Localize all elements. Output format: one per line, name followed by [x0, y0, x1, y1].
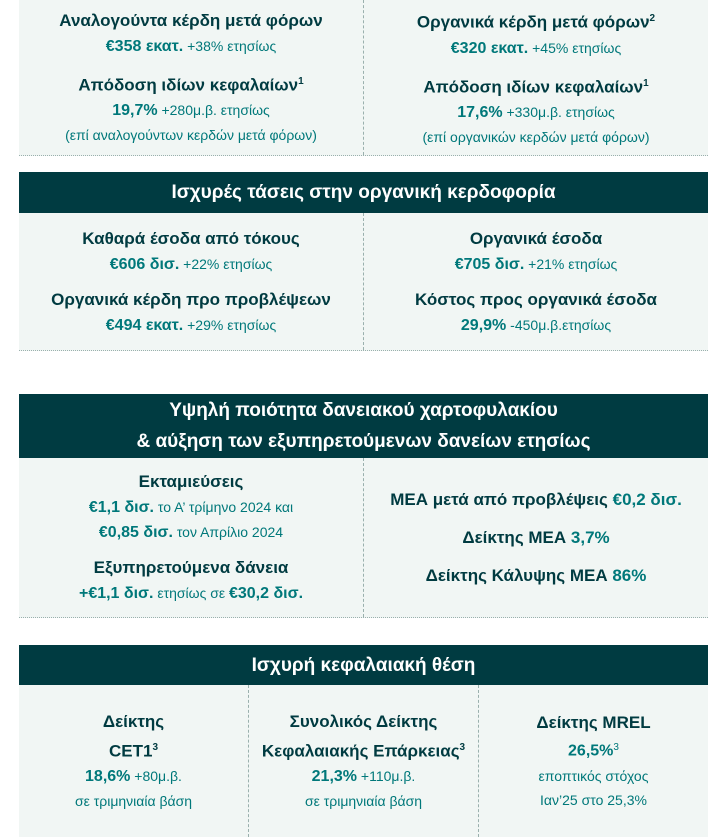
value: €705 δισ.	[454, 255, 525, 273]
title: Εξυπηρετούμενα δάνεια	[93, 558, 289, 577]
col-right	[363, 458, 708, 617]
roe-change: +280μ.β. ετησίως	[157, 102, 270, 119]
title	[417, 6, 655, 36]
attributable-profit	[19, 0, 363, 155]
value-line	[455, 252, 618, 277]
value: 21,3%	[311, 768, 358, 786]
footnote: 3	[613, 742, 619, 754]
header-line: & αύξηση των εξυπηρετούμενων δανείων ετησίως	[136, 431, 591, 452]
loan-panel	[19, 458, 708, 618]
title: Κόστος προς οργανικά έσοδα	[415, 289, 657, 309]
title: Δείκτης	[102, 711, 165, 731]
value-line	[568, 736, 619, 764]
value: €0,2 δισ.	[612, 489, 682, 509]
organic-panel	[19, 213, 708, 351]
value: €1,1 δισ.	[88, 499, 154, 516]
change: +38% ετησίως	[183, 37, 277, 54]
title	[262, 735, 465, 765]
value: €30,2 δισ.	[228, 585, 304, 602]
change: +45% ετησίως	[528, 39, 622, 56]
roe-line	[457, 100, 615, 125]
roe-title	[78, 69, 303, 99]
roe-note: (επί οργανικών κερδών μετά φόρων)	[422, 129, 650, 146]
title: Αναλογούντα κέρδη μετά φόρων	[59, 10, 323, 30]
title: Δείκτης MREL	[536, 713, 651, 733]
section-header	[19, 645, 708, 685]
npe-ratio-line	[462, 525, 609, 551]
text: τον Απρίλιο 2024	[172, 524, 284, 540]
value-line	[99, 520, 283, 545]
label: Δείκτης Κάλυψης ΜΕΑ	[425, 565, 613, 585]
header-line: Υψηλή ποιότητα δανειακού χαρτοφυλακίου	[169, 400, 558, 421]
value-line	[79, 581, 303, 606]
footnote: 3	[459, 741, 466, 753]
roe-label: Απόδοση ιδίων κεφαλαίων	[423, 77, 644, 97]
roe-value: 19,7%	[112, 102, 158, 120]
value: €606 δισ.	[109, 255, 180, 273]
value-line	[85, 764, 182, 789]
header-text: Ισχυρές τάσεις στην οργανική κερδοφορία	[171, 182, 556, 203]
title-label: Κεφαλαιακής Επάρκειας	[261, 741, 460, 761]
change: +21% ετησίως	[524, 255, 618, 272]
change: +22% ετησίως	[179, 255, 273, 272]
value: €0,85 δισ.	[98, 524, 173, 541]
value: 86%	[612, 565, 647, 585]
value-line	[106, 34, 276, 59]
change: +29% ετησίως	[183, 316, 277, 333]
value-line	[451, 36, 621, 61]
roe-label: Απόδοση ιδίων κεφαλαίων	[78, 75, 299, 95]
title: Οργανικά έσοδα	[469, 228, 603, 248]
value: 29,9%	[460, 316, 507, 334]
title: Εκταμιεύσεις	[138, 472, 244, 491]
title: Οργανικά κέρδη προ προβλέψεων	[51, 289, 331, 309]
change: +110μ.β.	[357, 768, 416, 785]
value: +€1,1 δισ.	[78, 585, 154, 602]
header-text: Ισχυρή κεφαλαιακή θέση	[251, 654, 476, 676]
col-left	[19, 458, 363, 617]
col-right	[363, 213, 708, 350]
value: €494 εκατ.	[105, 316, 184, 334]
coverage-line	[426, 563, 647, 589]
footnote: 1	[643, 77, 649, 89]
value-line	[106, 313, 276, 338]
value-line	[89, 495, 293, 520]
value: 26,5%	[568, 742, 614, 760]
roe-line	[112, 98, 270, 123]
change: +80μ.β.	[130, 768, 182, 785]
roe-value: 17,6%	[457, 104, 503, 122]
organic-profit	[363, 0, 708, 155]
value-line	[312, 764, 416, 789]
text: το Α’ τρίμηνο 2024 και	[154, 499, 294, 515]
value: 18,6%	[85, 768, 131, 786]
col-left	[19, 213, 363, 350]
note: Ιαν’25 στο 25,3%	[540, 791, 647, 808]
value: 3,7%	[570, 527, 610, 547]
note: σε τριμηνιαία βάση	[74, 793, 193, 810]
note: εποπτικός στόχος	[538, 767, 649, 784]
value-line	[110, 252, 273, 277]
footnote: 3	[152, 741, 159, 753]
note: σε τριμηνιαία βάση	[304, 793, 423, 810]
mrel	[478, 685, 708, 837]
title	[109, 735, 158, 765]
total-capital	[248, 685, 478, 837]
title: Συνολικός Δείκτης	[289, 711, 438, 731]
title: Καθαρά έσοδα από τόκους	[82, 228, 300, 248]
cet1	[19, 685, 248, 837]
roe-title	[423, 71, 648, 101]
footnote: 2	[649, 12, 656, 24]
profit-panel	[19, 0, 708, 156]
section-header	[19, 172, 708, 213]
title-label: Οργανικά κέρδη μετά φόρων	[416, 12, 650, 32]
label: ΜΕΑ μετά από προβλέψεις	[390, 489, 613, 509]
text: ετησίως σε	[153, 585, 229, 601]
roe-change: +330μ.β. ετησίως	[502, 104, 615, 121]
npe-line	[390, 487, 682, 513]
value: €358 εκατ.	[105, 37, 184, 55]
capital-panel	[19, 685, 708, 837]
title-label: CET1	[108, 741, 153, 761]
value: €320 εκατ.	[450, 39, 529, 57]
section-header	[19, 394, 708, 458]
roe-note: (επί αναλογούντων κερδών μετά φόρων)	[65, 127, 317, 144]
change: -450μ.β.ετησίως	[506, 316, 612, 333]
value-line	[461, 313, 611, 338]
footnote: 1	[298, 75, 304, 87]
label: Δείκτης ΜΕΑ	[462, 527, 571, 547]
